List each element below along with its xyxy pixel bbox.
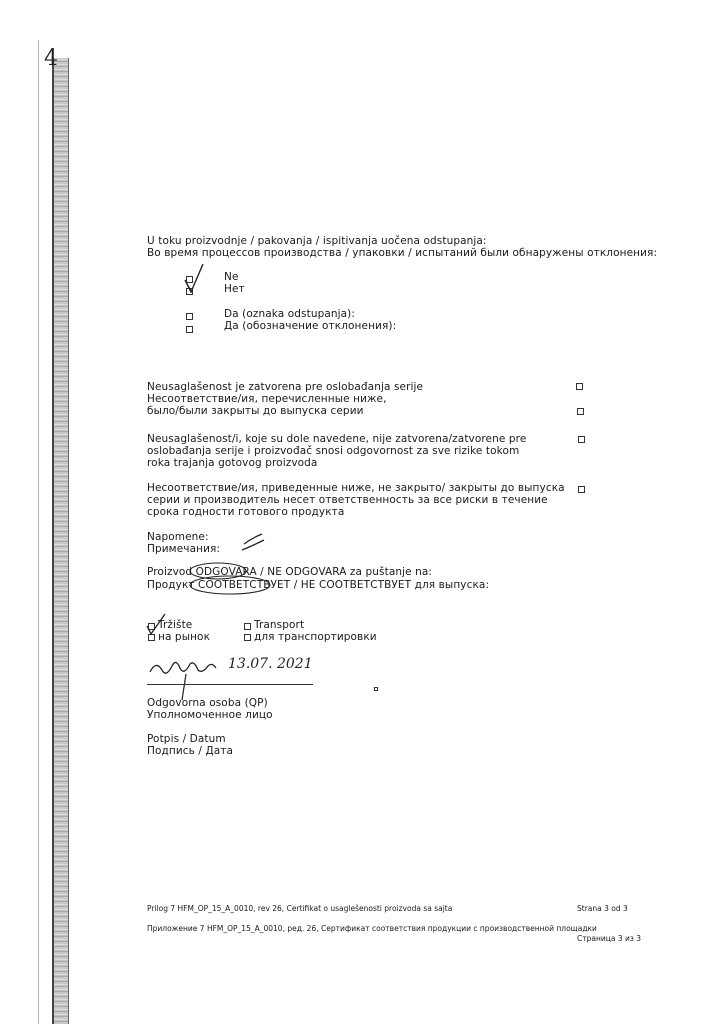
market-label-ru: на рынок	[158, 631, 211, 643]
nc-open-sr-1: Neusaglašenost/i, koje su dole navedene, nije zatvorena/zatvorene pre	[147, 433, 527, 445]
no-label-sr: Ne	[224, 271, 239, 283]
transport-label-ru: для транспортировки	[254, 631, 377, 643]
signature-dot	[374, 687, 378, 691]
nc-open-sr-2: oslobađanja serije i proizvođač snosi odgovornost za sve rizike tokom	[147, 445, 520, 457]
handwritten-margin-mark: 4	[44, 46, 58, 71]
scan-margin-line	[38, 40, 39, 1024]
handwritten-signature	[146, 652, 236, 702]
qp-label-ru: Уполномоченное лицо	[147, 709, 273, 721]
signature-line	[147, 684, 313, 685]
nc-open-ru-2: серии и производитель несет ответственность за все риски в течение	[147, 494, 548, 506]
footer-page-sr: Strana 3 od 3	[577, 904, 628, 913]
notes-dash-scribble-icon	[240, 530, 270, 554]
nc-closed-checkbox-sr[interactable]	[576, 383, 583, 390]
deviation-question-ru: Во время процессов производства / упаковки / испытаний были обнаружены отклонения:	[147, 247, 658, 259]
notes-label-ru: Примечания:	[147, 543, 221, 555]
nc-open-checkbox-ru[interactable]	[578, 486, 585, 493]
handwritten-date: 13.07. 2021	[228, 656, 313, 672]
transport-label-sr: Transport	[254, 619, 305, 631]
nc-open-ru-3: срока годности готового продукта	[147, 506, 345, 518]
nc-closed-checkbox-ru[interactable]	[577, 408, 584, 415]
yes-label-ru: Да (обозначение отклонения):	[224, 320, 397, 332]
notes-label-sr: Napomene:	[147, 531, 209, 543]
sign-date-label-ru: Подпись / Дата	[147, 745, 234, 757]
deviation-question-sr: U toku proizvodnje / pakovanja / ispitivanja uočena odstupanja:	[147, 235, 487, 247]
product-status-ru: Продукт СООТВЕТСТВУЕТ / НЕ СООТВЕТСТВУЕТ для выпуска:	[147, 579, 490, 591]
footer-page-ru: Страница 3 из 3	[577, 934, 641, 943]
nc-open-sr-3: roka trajanja gotovog proizvoda	[147, 457, 318, 469]
transport-checkbox-sr[interactable]	[244, 623, 251, 630]
nc-open-ru-1: Несоответствие/ия, приведенные ниже, не закрыто/ закрыты до выпуска	[147, 482, 565, 494]
sign-date-label-sr: Potpis / Datum	[147, 733, 226, 745]
footer-line-ru: Приложение 7 HFM_OP_15_A_0010, ред. 26, Сертификат соответствия продукции с производственной площадки	[147, 924, 597, 933]
nc-open-checkbox-sr[interactable]	[578, 436, 585, 443]
footer-line-sr: Prilog 7 HFM_OP_15_A_0010, rev 26, Certifikat o usaglešenosti proizvoda sa sajta	[147, 904, 453, 913]
market-label-sr: Tržište	[158, 619, 193, 631]
nc-closed-ru-2: было/были закрыты до выпуска серии	[147, 405, 364, 417]
nc-closed-ru-1: Несоответствие/ия, перечисленные ниже,	[147, 393, 387, 405]
yes-checkbox[interactable]	[186, 313, 193, 320]
qp-label-sr: Odgovorna osoba (QP)	[147, 697, 268, 709]
nc-closed-sr: Neusaglašenost je zatvorena pre oslobađanja serije	[147, 381, 424, 393]
sootvetstvuet-circle-mark	[188, 574, 274, 596]
binding-strip	[52, 58, 69, 1024]
no-label-ru: Нет	[224, 283, 245, 295]
no-checkmark-icon	[183, 262, 207, 296]
yes-label-sr: Da (oznaka odstupanja):	[224, 308, 356, 320]
transport-checkbox-ru[interactable]	[244, 634, 251, 641]
product-status-sr: Proizvod ODGOVARA / NE ODGOVARA za puštanje na:	[147, 566, 433, 578]
yes-checkbox-ru[interactable]	[186, 326, 193, 333]
